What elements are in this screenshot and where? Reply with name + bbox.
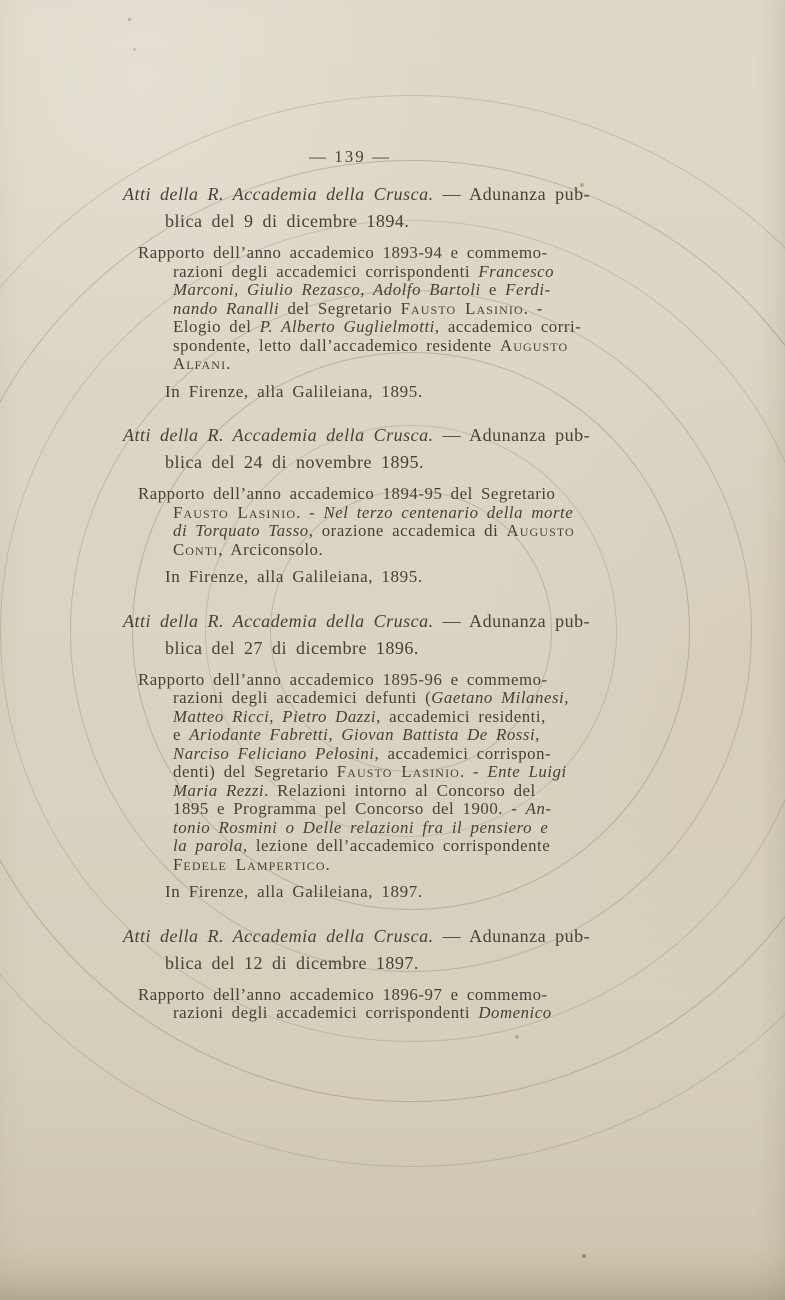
imprint-line [115, 383, 675, 402]
plain-text: Rapporto dell’anno accademico 1896-97 e commemo- [138, 984, 548, 1004]
entry-body-line [115, 671, 675, 690]
plain-text: del Segretario [279, 298, 401, 318]
plain-text: razioni degli accademici corrispondenti [173, 261, 479, 281]
page-content [115, 0, 675, 1023]
entry-heading-line [115, 635, 675, 662]
entry-heading-line [115, 181, 675, 208]
entry-body-line [115, 244, 675, 263]
entry-heading-line [115, 950, 675, 977]
plain-text: . - [296, 502, 324, 522]
smallcaps-name: Fausto Lasinio [336, 762, 460, 781]
entry-adunanza-1896 [115, 608, 675, 902]
plain-text: , accademico corri- [434, 317, 582, 336]
italic-text: Atti della R. Accademia della Crusca. [123, 610, 434, 631]
plain-text: razioni degli accademici corrispondenti [173, 1003, 479, 1022]
entry-body-line [115, 986, 675, 1005]
smallcaps-name: Fausto Lasinio [400, 298, 524, 318]
entry-body-line [115, 263, 675, 282]
italic-text: Narciso Feliciano Pelosini [173, 743, 375, 763]
paper-speck [582, 1254, 586, 1258]
entry-body-line [115, 708, 675, 727]
plain-text: spondente, letto dall’accademico residente [173, 335, 501, 355]
entry-body-line [115, 541, 675, 560]
plain-text: blica del 27 di dicembre 1896. [165, 637, 419, 658]
italic-text: Atti della R. Accademia della Crusca. [123, 184, 434, 204]
italic-text: Atti della R. Accademia della Crusca. [123, 425, 434, 445]
plain-text: . [325, 854, 331, 874]
italic-text: An- [525, 799, 552, 818]
entry-adunanza-1897 [115, 923, 675, 1023]
entry-body-line [115, 522, 675, 541]
smallcaps-name: Fedele Lampertico [173, 854, 326, 874]
imprint-line [115, 883, 675, 902]
italic-text: Ariodante Fabretti, Giovan Battista De Rossi, [189, 725, 540, 744]
entry-adunanza-1895 [115, 422, 675, 587]
bibliography-entries [115, 181, 675, 1023]
italic-text: nando Ranalli [173, 298, 280, 318]
italic-text: Ferdi- [505, 280, 551, 299]
entry-body-line [115, 485, 675, 504]
entry-body-line [115, 800, 675, 819]
plain-text: — Adunanza pub- [433, 184, 591, 204]
entry-heading-line [115, 422, 675, 449]
smallcaps-name: Augusto [500, 335, 569, 355]
entry-heading-line [115, 449, 675, 476]
entry-body-line [115, 300, 675, 319]
entry-heading-line [115, 208, 675, 235]
plain-text: In Firenze, alla Galileiana, 1897. [165, 882, 423, 901]
plain-text: e [480, 280, 506, 299]
entry-body-line [115, 819, 675, 838]
plain-text: razioni degli accademici defunti ( [173, 688, 432, 707]
plain-text: blica del 9 di dicembre 1894. [165, 211, 410, 231]
imprint-line [115, 568, 675, 587]
entry-body-line [115, 856, 675, 875]
plain-text: . Relazioni intorno al Concorso del [264, 780, 536, 800]
entry-body-line [115, 355, 675, 374]
plain-text: , accademici residenti, [376, 706, 546, 726]
entry-body-line [115, 726, 675, 745]
entry-body-line [115, 281, 675, 300]
entry-body-line [115, 337, 675, 356]
italic-text: P. Alberto Guglielmotti [259, 317, 435, 336]
italic-text: Domenico [478, 1003, 552, 1022]
plain-text: , accademici corrispon- [374, 743, 552, 763]
plain-text: . - [459, 762, 488, 781]
plain-text: blica del 24 di novembre 1895. [165, 452, 424, 472]
entry-body-line [115, 763, 675, 782]
entry-heading-line [115, 608, 675, 635]
plain-text: . [226, 354, 231, 373]
italic-text: Atti della R. Accademia della Crusca. [123, 925, 434, 946]
plain-text: , Arciconsolo. [218, 539, 324, 559]
plain-text: , lezione dell’accademico corrispondente [242, 836, 551, 855]
italic-text: Ente Luigi [487, 762, 567, 781]
plain-text: Rapporto dell’anno accademico 1894-95 del Segretario [138, 484, 556, 503]
plain-text: In Firenze, alla Galileiana, 1895. [165, 381, 423, 401]
plain-text: — Adunanza pub- [433, 610, 591, 631]
italic-text: Gaetano Milanesi, [431, 688, 569, 707]
entry-body-line [115, 318, 675, 337]
smallcaps-name: Conti [173, 539, 219, 559]
smallcaps-name: Augusto [506, 521, 575, 540]
italic-text: Francesco [478, 261, 555, 281]
plain-text: In Firenze, alla Galileiana, 1895. [165, 567, 423, 586]
smallcaps-name: Fausto Lasinio [173, 502, 297, 522]
plain-text: denti) del Segretario [173, 762, 337, 781]
entry-body-line [115, 745, 675, 764]
page-number: — 139 — [309, 147, 391, 166]
entry-body-line [115, 837, 675, 856]
smallcaps-name: Alfani [173, 354, 227, 373]
plain-text: 1895 e Programma pel Concorso del 1900. - [173, 799, 526, 818]
italic-text: Matteo Ricci, Pietro Dazzi [173, 706, 377, 726]
italic-text: Nel terzo centenario della morte [323, 502, 574, 522]
italic-text: Marconi, Giulio Rezasco, Adolfo Bartoli [173, 280, 481, 299]
italic-text: Maria Rezzi [173, 780, 265, 800]
entry-heading-line [115, 923, 675, 950]
italic-text: tonio Rosmini o Delle relazioni fra il pensiero e [173, 817, 549, 837]
plain-text: . - [523, 298, 543, 318]
entry-body-line [115, 504, 675, 523]
plain-text: — Adunanza pub- [433, 425, 591, 445]
plain-text: blica del 12 di dicembre 1897. [165, 952, 419, 973]
italic-text: di Torquato Tasso [173, 521, 309, 540]
entry-body-line [115, 1004, 675, 1023]
entry-body-line [115, 782, 675, 801]
plain-text: Rapporto dell’anno accademico 1895-96 e commemo- [138, 669, 548, 689]
entry-body-line [115, 689, 675, 708]
plain-text: — Adunanza pub- [433, 925, 591, 946]
plain-text: , orazione accademica di [308, 521, 507, 540]
plain-text: e [173, 725, 190, 744]
italic-text: la parola [173, 836, 243, 855]
entry-adunanza-1894 [115, 181, 675, 401]
paper-speck [515, 1035, 519, 1039]
plain-text: Elogio del [173, 317, 260, 336]
plain-text: Rapporto dell’anno accademico 1893-94 e commemo- [138, 243, 548, 262]
